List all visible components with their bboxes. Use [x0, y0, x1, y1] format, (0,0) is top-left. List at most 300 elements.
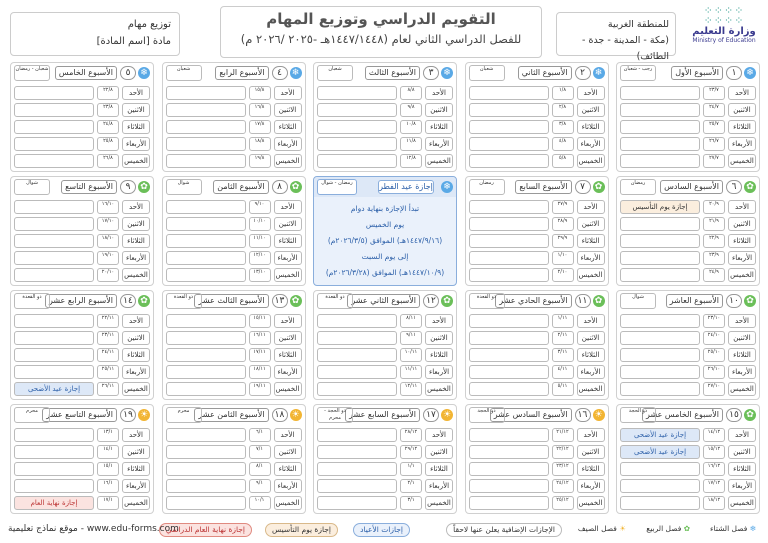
day-row-sunday	[469, 427, 605, 443]
day-task-field[interactable]	[14, 428, 94, 442]
day-task-field[interactable]	[620, 251, 700, 265]
week-name: الأسبوع الرابع عشر	[45, 294, 117, 308]
day-date: ١٣/١	[97, 428, 119, 442]
day-name: الأربعاء	[728, 365, 756, 379]
day-task-field[interactable]	[166, 479, 246, 493]
week-month: ذو الحجة - محرم	[317, 407, 353, 423]
week-header	[163, 291, 305, 311]
day-name: الأحد	[577, 200, 605, 214]
day-name: الأحد	[425, 314, 453, 328]
sun-icon: ☀	[291, 410, 300, 420]
day-task-field[interactable]	[317, 462, 397, 476]
day-row-wednesday	[317, 478, 453, 494]
day-task-field[interactable]	[469, 103, 549, 117]
day-task-field[interactable]	[14, 314, 94, 328]
day-task-field[interactable]	[14, 331, 94, 345]
day-name: الأربعاء	[425, 365, 453, 379]
day-name: الاثنين	[577, 331, 605, 345]
day-row-thursday	[14, 495, 150, 511]
day-name: الأربعاء	[728, 479, 756, 493]
day-task-field[interactable]	[620, 137, 700, 151]
day-row-sunday	[469, 199, 605, 215]
week-header	[11, 291, 153, 311]
day-task-field[interactable]	[469, 382, 549, 396]
fitr-line: تبدأ الإجازة بنهاية دوام	[350, 204, 420, 213]
day-task-field[interactable]	[620, 479, 700, 493]
week-card-19	[10, 404, 154, 514]
day-date: ١٥/١١	[249, 314, 271, 328]
day-task-field[interactable]	[317, 428, 397, 442]
day-date: ٢٤/٧	[703, 103, 725, 117]
day-name: الثلاثاء	[274, 462, 302, 476]
day-name: الأربعاء	[577, 365, 605, 379]
day-task-field[interactable]	[166, 120, 246, 134]
fitr-header	[314, 177, 456, 197]
day-task-field[interactable]	[14, 234, 94, 248]
week-month: شوال	[620, 293, 656, 309]
day-task-field[interactable]	[166, 200, 246, 214]
day-row-tuesday	[14, 347, 150, 363]
day-task-field[interactable]	[14, 251, 94, 265]
week-card-10	[616, 290, 760, 400]
day-date: ١٢/١٠	[249, 251, 271, 265]
day-date: ١٨/٨	[249, 137, 271, 151]
week-number: ٤	[272, 66, 288, 80]
week-card-7	[465, 176, 609, 286]
ministry-name-en: Ministry of Education	[692, 37, 756, 44]
flower-icon: ✿	[290, 295, 302, 307]
day-task-field[interactable]	[317, 103, 397, 117]
day-row-monday	[166, 330, 302, 346]
day-task-field[interactable]	[14, 217, 94, 231]
day-date: ٢٢/٨	[97, 86, 119, 100]
day-name: الأربعاء	[425, 137, 453, 151]
day-task-field[interactable]	[469, 217, 549, 231]
day-date: ٢٤/٩	[703, 268, 725, 282]
day-task-field[interactable]	[14, 103, 94, 117]
day-task-field[interactable]	[469, 251, 549, 265]
day-task-field[interactable]	[317, 496, 397, 510]
legend-founding: إجازة يوم التأسيس	[265, 523, 338, 537]
day-name: الأربعاء	[274, 365, 302, 379]
day-task-field[interactable]	[620, 217, 700, 231]
day-task-field[interactable]	[469, 479, 549, 493]
snowflake-icon: ❄	[744, 67, 756, 79]
day-name: الأحد	[274, 200, 302, 214]
week-month: شعبان - رمضان	[14, 65, 50, 81]
day-task-field[interactable]	[469, 314, 549, 328]
day-name: الثلاثاء	[577, 234, 605, 248]
week-number: ٩	[120, 180, 136, 194]
snowflake-icon: ❄	[441, 67, 453, 79]
day-date: ١٧/١١	[249, 348, 271, 362]
day-date: ١٦/١١	[249, 331, 271, 345]
page-subtitle: للفصل الدراسي الثاني لعام (١٤٤٧/١٤٤٨هـ -٢٠٢٥ /٢٠٢٦ م)	[240, 32, 522, 46]
week-month: ذو الحجة	[469, 407, 505, 423]
day-date: ١٨/١٢	[703, 496, 725, 510]
day-row-thursday	[166, 267, 302, 283]
day-name: الخميس	[728, 382, 756, 396]
day-row-monday	[469, 102, 605, 118]
day-task-field[interactable]	[620, 331, 700, 345]
day-name: الأحد	[274, 428, 302, 442]
day-name: الخميس	[274, 496, 302, 510]
day-date: ٢٤/١٠	[703, 331, 725, 345]
day-row-thursday	[317, 381, 453, 397]
day-row-tuesday	[166, 119, 302, 135]
day-name: الأحد	[122, 428, 150, 442]
day-task-field[interactable]: إجازة عيد الأضحى	[620, 445, 700, 459]
day-task-field[interactable]	[620, 462, 700, 476]
week-card-18	[162, 404, 306, 514]
day-row-sunday	[14, 85, 150, 101]
day-task-field[interactable]	[469, 365, 549, 379]
week-name: الأسبوع الخامس	[55, 66, 117, 80]
day-task-field[interactable]: إجازة يوم التأسيس	[620, 200, 700, 214]
day-date: ٩/١٠	[249, 200, 271, 214]
day-name: الأحد	[274, 314, 302, 328]
day-task-field[interactable]: إجازة نهاية العام	[14, 496, 94, 510]
week-month: شوال	[166, 179, 202, 195]
day-date: ٤/١١	[552, 365, 574, 379]
week-number: ٥	[120, 66, 136, 80]
day-row-monday	[14, 102, 150, 118]
snowflake-icon: ❄	[290, 67, 302, 79]
day-row-wednesday	[166, 364, 302, 380]
day-row-sunday	[317, 313, 453, 329]
header	[4, 4, 764, 60]
day-task-field[interactable]	[317, 348, 397, 362]
day-task-field[interactable]	[317, 382, 397, 396]
day-date: ٢٤/١٢	[552, 479, 574, 493]
day-date: ٢١/٩	[703, 217, 725, 231]
week-header	[617, 177, 759, 197]
legend-extra: الإجازات الإضافية يعلن عنها لاحقاً	[446, 523, 562, 537]
day-name: الأربعاء	[122, 479, 150, 493]
day-task-field[interactable]	[620, 154, 700, 168]
day-name: الخميس	[577, 268, 605, 282]
day-task-field[interactable]	[469, 268, 549, 282]
day-row-tuesday	[14, 233, 150, 249]
day-date: ١٠/١١	[400, 348, 422, 362]
day-name: الثلاثاء	[577, 120, 605, 134]
day-task-field[interactable]	[14, 137, 94, 151]
week-card-12	[313, 290, 457, 400]
week-month: محرم	[166, 407, 202, 423]
day-name: الخميس	[728, 154, 756, 168]
day-task-field[interactable]	[166, 251, 246, 265]
day-name: الاثنين	[425, 445, 453, 459]
week-header	[163, 177, 305, 197]
day-task-field[interactable]	[166, 462, 246, 476]
day-task-field[interactable]	[14, 479, 94, 493]
day-task-field[interactable]	[469, 154, 549, 168]
day-date: ٣/١١	[552, 348, 574, 362]
week-month: ذو القعدة	[317, 293, 353, 309]
day-date: ١٤/١٢	[703, 428, 725, 442]
day-task-field[interactable]	[317, 120, 397, 134]
day-name: الخميس	[728, 496, 756, 510]
day-date: ١/١١	[552, 314, 574, 328]
day-row-thursday	[620, 381, 756, 397]
day-row-wednesday	[14, 250, 150, 266]
ministry-logo	[688, 6, 760, 56]
day-row-wednesday	[620, 250, 756, 266]
day-task-field[interactable]	[469, 86, 549, 100]
day-task-field[interactable]	[317, 331, 397, 345]
day-task-field[interactable]	[317, 137, 397, 151]
day-task-field[interactable]	[166, 382, 246, 396]
day-row-wednesday	[469, 136, 605, 152]
day-task-field[interactable]	[166, 234, 246, 248]
day-date: ٢٤/١١	[97, 348, 119, 362]
day-date: ٢٩/٩	[552, 234, 574, 248]
day-task-field[interactable]	[14, 268, 94, 282]
day-task-field[interactable]	[469, 200, 549, 214]
day-date: ٨/٨	[400, 86, 422, 100]
day-name: الاثنين	[728, 103, 756, 117]
day-task-field[interactable]	[317, 479, 397, 493]
footer	[6, 519, 762, 539]
day-date: ٢٥/٨	[97, 137, 119, 151]
day-task-field[interactable]	[14, 86, 94, 100]
day-name: الخميس	[577, 382, 605, 396]
day-row-wednesday	[317, 136, 453, 152]
day-task-field[interactable]	[620, 365, 700, 379]
day-row-wednesday	[166, 478, 302, 494]
week-header	[163, 405, 305, 425]
day-task-field[interactable]	[14, 120, 94, 134]
day-task-field[interactable]	[166, 445, 246, 459]
fitr-line: يوم الخميس	[365, 220, 405, 229]
week-header	[163, 63, 305, 83]
day-row-tuesday	[14, 119, 150, 135]
week-name: الأسبوع الأول	[671, 66, 723, 80]
week-header	[466, 291, 608, 311]
week-number: ١٠	[726, 294, 742, 308]
site-url[interactable]: www.edu-forms.com - موقع نماذج تعليمية	[8, 524, 179, 534]
day-row-monday	[317, 330, 453, 346]
day-task-field[interactable]	[166, 496, 246, 510]
day-task-field[interactable]	[14, 365, 94, 379]
day-date: ٢٥/١٢	[552, 496, 574, 510]
day-row-sunday	[620, 199, 756, 215]
day-row-tuesday	[469, 461, 605, 477]
day-name: الأربعاء	[122, 137, 150, 151]
week-header	[466, 177, 608, 197]
day-row-sunday	[469, 313, 605, 329]
week-name: الأسبوع الثاني	[518, 66, 572, 80]
day-task-field[interactable]	[469, 348, 549, 362]
day-task-field[interactable]	[620, 496, 700, 510]
day-date: ١٦/١٠	[97, 200, 119, 214]
day-row-tuesday	[166, 461, 302, 477]
day-task-field[interactable]	[166, 217, 246, 231]
day-task-field[interactable]	[166, 268, 246, 282]
day-name: الأحد	[122, 86, 150, 100]
day-name: الثلاثاء	[425, 120, 453, 134]
day-task-field[interactable]	[166, 137, 246, 151]
week-card-4	[162, 62, 306, 172]
day-row-tuesday	[620, 119, 756, 135]
flower-icon: ✿	[593, 295, 605, 307]
day-task-field[interactable]	[469, 496, 549, 510]
day-task-field[interactable]	[317, 86, 397, 100]
day-row-thursday	[469, 153, 605, 169]
day-name: الأربعاء	[122, 251, 150, 265]
day-date: ٢٦/٧	[703, 137, 725, 151]
day-date: ٢/١	[400, 479, 422, 493]
day-task-field[interactable]	[620, 348, 700, 362]
day-task-field[interactable]	[166, 314, 246, 328]
flower-icon: ✿	[593, 181, 605, 193]
day-task-field[interactable]	[14, 445, 94, 459]
day-date: ٣/١	[400, 496, 422, 510]
day-date: ١٧/١٠	[97, 217, 119, 231]
day-date: ١٢/٨	[400, 154, 422, 168]
week-number: ١٥	[726, 408, 742, 422]
day-row-thursday	[620, 495, 756, 511]
day-date: ١٥/١٢	[703, 445, 725, 459]
day-task-field[interactable]	[14, 200, 94, 214]
day-row-sunday	[166, 427, 302, 443]
day-task-field[interactable]	[14, 154, 94, 168]
snowflake-icon: ❄	[749, 524, 756, 533]
flower-icon: ✿	[138, 295, 150, 307]
day-date: ١٦/١	[97, 479, 119, 493]
day-date: ٢١/١٢	[552, 428, 574, 442]
legend-winter: ❄ فصل الشتاء	[710, 524, 756, 533]
day-task-field[interactable]	[620, 382, 700, 396]
day-task-field[interactable]	[166, 86, 246, 100]
week-header	[314, 291, 456, 311]
day-date: ١٩/١١	[249, 382, 271, 396]
week-header	[466, 63, 608, 83]
day-name: الخميس	[122, 268, 150, 282]
day-date: ١٥/١	[97, 462, 119, 476]
day-date: ١٠/١	[249, 496, 271, 510]
day-name: الاثنين	[728, 217, 756, 231]
week-header	[466, 405, 608, 425]
day-name: الأربعاء	[577, 479, 605, 493]
day-task-field[interactable]	[166, 348, 246, 362]
day-task-field[interactable]: إجازة عيد الأضحى	[14, 382, 94, 396]
day-row-tuesday	[317, 347, 453, 363]
week-month: محرم	[14, 407, 50, 423]
week-number: ١٣	[272, 294, 288, 308]
day-task-field[interactable]: إجازة عيد الأضحى	[620, 428, 700, 442]
day-date: ١٧/١	[97, 496, 119, 510]
day-date: ٣/٨	[552, 120, 574, 134]
week-month: ذو الحجة	[620, 407, 656, 423]
day-date: ١١/١٠	[249, 234, 271, 248]
day-row-wednesday	[469, 364, 605, 380]
day-name: الثلاثاء	[425, 462, 453, 476]
day-name: الخميس	[425, 496, 453, 510]
day-row-tuesday	[317, 461, 453, 477]
week-header	[11, 405, 153, 425]
day-task-field[interactable]	[620, 103, 700, 117]
day-date: ٢٦/١٠	[703, 365, 725, 379]
week-month: ذو القعدة	[469, 293, 505, 309]
day-date: ٢٥/٧	[703, 120, 725, 134]
day-task-field[interactable]	[14, 462, 94, 476]
day-task-field[interactable]	[469, 120, 549, 134]
week-name: الأسبوع الخامس عشر	[642, 408, 723, 422]
day-task-field[interactable]	[166, 365, 246, 379]
day-task-field[interactable]	[620, 120, 700, 134]
day-row-tuesday	[469, 347, 605, 363]
week-card-9	[10, 176, 154, 286]
day-row-tuesday	[620, 347, 756, 363]
day-task-field[interactable]	[469, 331, 549, 345]
day-date: ٢٠/١٠	[97, 268, 119, 282]
day-row-sunday	[166, 313, 302, 329]
day-task-field[interactable]	[166, 331, 246, 345]
day-name: الثلاثاء	[728, 348, 756, 362]
flower-icon: ✿	[290, 181, 302, 193]
day-task-field[interactable]	[317, 365, 397, 379]
day-date: ١٧/٨	[249, 120, 271, 134]
day-task-field[interactable]	[469, 445, 549, 459]
day-date: ٦/١	[249, 428, 271, 442]
day-name: الأحد	[577, 86, 605, 100]
day-name: الأربعاء	[274, 137, 302, 151]
day-name: الاثنين	[577, 445, 605, 459]
day-task-field[interactable]	[166, 103, 246, 117]
day-date: ١٠/١٠	[249, 217, 271, 231]
day-name: الأربعاء	[577, 251, 605, 265]
day-task-field[interactable]	[620, 268, 700, 282]
day-task-field[interactable]	[166, 154, 246, 168]
day-row-thursday	[166, 153, 302, 169]
day-date: ٢٢/١٢	[552, 445, 574, 459]
day-task-field[interactable]	[317, 445, 397, 459]
day-row-monday	[14, 216, 150, 232]
day-name: الخميس	[577, 154, 605, 168]
day-task-field[interactable]	[620, 314, 700, 328]
day-task-field[interactable]	[469, 234, 549, 248]
day-row-thursday	[317, 153, 453, 169]
week-name: الأسبوع الرابع	[215, 66, 268, 80]
week-card-6	[616, 176, 760, 286]
day-task-field[interactable]	[469, 428, 549, 442]
day-task-field[interactable]	[14, 348, 94, 362]
day-task-field[interactable]	[317, 154, 397, 168]
flower-icon: ✿	[138, 181, 150, 193]
day-row-thursday	[14, 381, 150, 397]
week-header	[11, 63, 153, 83]
day-task-field[interactable]	[469, 462, 549, 476]
week-name: الأسبوع الثامن عشر	[194, 408, 268, 422]
day-row-sunday	[469, 85, 605, 101]
week-number: ١٤	[120, 294, 136, 308]
day-name: الخميس	[425, 154, 453, 168]
day-task-field[interactable]	[166, 428, 246, 442]
day-name: الاثنين	[728, 445, 756, 459]
day-name: الاثنين	[122, 445, 150, 459]
day-row-sunday	[620, 85, 756, 101]
day-task-field[interactable]	[317, 314, 397, 328]
day-row-wednesday	[620, 136, 756, 152]
day-row-monday	[317, 102, 453, 118]
day-name: الخميس	[274, 268, 302, 282]
day-task-field[interactable]	[620, 86, 700, 100]
week-name: الأسبوع العاشر	[666, 294, 723, 308]
task-label: توزيع مهام	[127, 19, 171, 30]
day-task-field[interactable]	[469, 137, 549, 151]
day-task-field[interactable]	[620, 234, 700, 248]
